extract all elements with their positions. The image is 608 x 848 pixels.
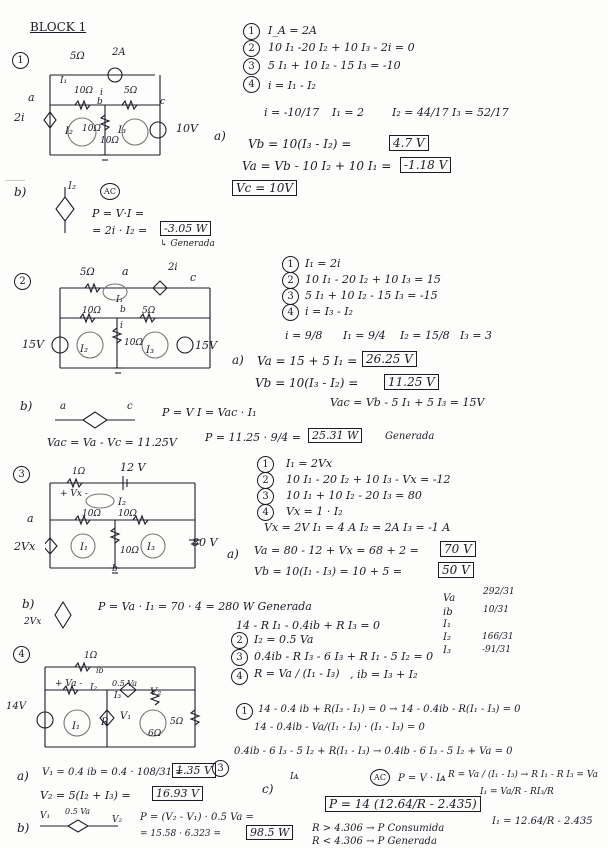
c3-label-10ohm-c: 10Ω <box>120 546 139 556</box>
c4-label-6ohm: 6Ω <box>148 729 162 739</box>
p4-b-power-result: 98.5 W <box>246 825 293 840</box>
p1-part-b: b) <box>14 185 27 199</box>
c3-label-1ohm: 1Ω <box>72 467 86 477</box>
c2-label-5ohm-b: 5Ω <box>142 306 156 316</box>
p4-eq-5: , ib = I₃ + I₂ <box>350 668 418 681</box>
p3-eq-4: Vx = 1 · I₂ <box>286 505 343 518</box>
c4-label-i3: I₃ <box>114 691 122 701</box>
p2-sol-i2: I₂ = 15/8 <box>400 329 450 342</box>
c1-label-5ohm-b: 5Ω <box>124 86 138 96</box>
p2-part-b: b) <box>20 399 33 413</box>
p1-sol-i3: I₃ = 52/17 <box>452 106 509 119</box>
c2-label-15v-b: 15V <box>195 339 217 352</box>
c2-node-b: b <box>120 305 126 315</box>
c2-label-5ohm: 5Ω <box>80 267 95 278</box>
p2-eq-1: I₁ = 2i <box>305 257 341 270</box>
separator <box>5 180 25 181</box>
p2-va: Va = 15 + 5 I₁ = <box>257 354 358 368</box>
c3-node-a: a <box>27 512 34 525</box>
c3-node-b: b <box>112 564 118 574</box>
p4-b-v1: V₁ <box>40 811 51 821</box>
p3-eq-2: 10 I₁ - 20 I₂ + 10 I₃ - Vx = -12 <box>286 473 451 486</box>
p1-vb-result: 4.7 V <box>389 135 429 151</box>
p4-eq-combined-1: 14 - 0.4 ib + R(I₃ - I₁) = 0 → 14 - 0.4ib - R(I₁ - I₃) = 0 <box>258 704 521 715</box>
p4-v2: V₂ = 5(I₂ + I₃) = <box>40 789 131 802</box>
eq-number: 3 <box>243 58 260 75</box>
page-title: BLOCK 1 <box>30 20 87 34</box>
p2-power-result: 25.31 W <box>308 428 362 443</box>
p1-part-a: a) <box>214 129 226 143</box>
problem-3-number: 3 <box>13 466 30 483</box>
c3-label-80v: 80 V <box>192 536 218 549</box>
p4-b-dep: 0.5 Va <box>65 807 91 816</box>
p4-c-power-result: P = 14 (12.64/R - 2.435) <box>325 796 481 812</box>
p4-eq-0: 14 - R I₁ - 0.4ib + R I₃ = 0 <box>236 619 380 632</box>
p4-eq-3: 0.4ib - R I₃ - 6 I₃ + R I₁ - 5 I₂ = 0 <box>254 650 434 663</box>
c1-label-10ohm-b: 10Ω <box>82 124 101 134</box>
p3-eq-1: I₁ = 2Vx <box>286 457 333 470</box>
p2-sol-i: i = 9/8 <box>285 329 323 342</box>
c3-label-i3: I₃ <box>147 542 155 553</box>
c1-label-5ohm: 5Ω <box>70 51 85 62</box>
p4-part-c: c) <box>262 782 274 796</box>
p1-eq-3: 5 I₁ + 10 I₂ - 15 I₃ = -10 <box>268 59 401 72</box>
p4-right-i1: I₁ <box>443 619 451 630</box>
p3-power: P = Va · I₁ = 70 · 4 = 280 W Generada <box>98 600 312 613</box>
p2-eq-2: 10 I₁ - 20 I₂ + 10 I₃ = 15 <box>305 273 441 286</box>
p2-vac: Vac = Vb - 5 I₁ + 5 I₃ = 15V <box>330 396 485 409</box>
p2-b-node-a: a <box>60 401 66 412</box>
p2-b-source-symbol <box>55 409 135 431</box>
p4-c-pv: P = V · Iᴀ <box>398 773 446 784</box>
eq-number: 1 <box>282 256 299 273</box>
c2-node-a: a <box>122 265 129 278</box>
eq-number: 2 <box>257 472 274 489</box>
p2-power-formula: P = V I = Vac · I₁ <box>162 406 257 419</box>
p1-vc-result: Vc = 10V <box>232 180 297 196</box>
eq-number: 3 <box>257 488 274 505</box>
eq-number: 2 <box>282 272 299 289</box>
p1-b-ac: AC <box>100 183 120 200</box>
p2-vb: Vb = 10(I₃ - I₂) = <box>255 376 359 390</box>
c2-label-10ohm: 10Ω <box>82 306 101 316</box>
p4-eq-2: I₂ = 0.5 Va <box>254 633 314 646</box>
c2-dep-source: 2i <box>168 262 178 273</box>
p1-eq-4: i = I₁ - I₂ <box>268 79 316 92</box>
p4-c-ia: Iᴀ <box>290 772 299 782</box>
p4-right-ib: ib <box>443 607 453 618</box>
problem-1-number: 1 <box>12 52 29 69</box>
p4-b-v2: V₂ <box>112 815 123 825</box>
p4-v2-result: 16.93 V <box>152 786 203 801</box>
c4-label-ib: ib <box>96 666 104 675</box>
p1-sol-i1: I₁ = 2 <box>332 106 364 119</box>
p4-b-power-calc: = 15.58 · 6.323 = <box>140 829 221 839</box>
p2-vb-result: 11.25 V <box>384 374 439 390</box>
circuit-4-diagram <box>35 655 205 755</box>
p4-c-i1-final: I₁ = 12.64/R - 2.435 <box>492 816 593 827</box>
p4-v1: V₁ = 0.4 ib = 0.4 · 108/31 = <box>42 767 184 778</box>
p4-c-r-generated: R < 4.306 → P Generada <box>312 836 437 847</box>
c4-label-1ohm: 1Ω <box>84 651 98 661</box>
p4-b-power-formula: P = (V₂ - V₁) · 0.5 Va = <box>140 812 254 823</box>
c4-label-i2: I₂ <box>90 683 98 693</box>
p3-solution: Vx = 2V I₁ = 4 A I₂ = 2A I₃ = -1 A <box>264 521 451 534</box>
p2-eq-4: i = I₃ - I₂ <box>305 305 353 318</box>
circuit-3-diagram <box>45 468 205 578</box>
eq-number: 4 <box>257 504 274 521</box>
c2-label-i2: I₂ <box>80 344 88 355</box>
p1-b-source-symbol <box>50 187 80 233</box>
p4-eq-combined-2: 14 - 0.4ib - Va/(I₁ - I₃) · (I₁ - I₃) = 0 <box>254 722 425 733</box>
c4-label-dep: 0.5 Va <box>112 679 138 688</box>
c4-label-i1: I₁ <box>72 721 80 732</box>
c4-label-r: R <box>101 717 109 728</box>
c3-label-10ohm-a: 10Ω <box>82 509 101 519</box>
p1-va: Va = Vb - 10 I₂ + 10 I₁ = <box>242 159 392 173</box>
eq-number: 1 <box>236 703 253 720</box>
p4-right-i2: I₂ <box>443 632 451 643</box>
p2-eq-3: 5 I₁ + 10 I₂ - 15 I₃ = -15 <box>305 289 438 302</box>
c3-label-vx: + Vx - <box>60 489 88 499</box>
p1-power-formula: P = V·I = <box>92 207 145 220</box>
p1-vb: Vb = 10(I₃ - I₂) = <box>248 137 352 151</box>
c4-label-5ohm: 5Ω <box>170 717 184 727</box>
c4-label-14v: 14V <box>6 701 26 712</box>
p2-power-calc: P = 11.25 · 9/4 = <box>205 431 302 444</box>
p2-power-note: Generada <box>385 431 435 442</box>
c2-node-c: c <box>190 271 197 284</box>
c4-label-v1: V₁ <box>120 711 132 722</box>
p1-power-note: ↳ Generada <box>160 239 215 249</box>
p1-b-current: I₂ <box>68 181 76 192</box>
p4-c-ac: AC <box>370 769 390 786</box>
p3-part-a: a) <box>227 547 239 561</box>
p3-eq-3: 10 I₁ + 10 I₂ - 20 I₃ = 80 <box>286 489 422 502</box>
circuit-1-diagram <box>10 47 195 165</box>
p4-eq-combined-3: 0.4ib - 6 I₃ - 5 I₂ + R(I₁ - I₃) → 0.4ib - 6 I₃ - 5 I₂ + Va = 0 <box>234 746 513 757</box>
p4-part-b: b) <box>17 821 30 835</box>
p3-vb-result: 50 V <box>438 562 474 578</box>
p3-part-b: b) <box>22 597 35 611</box>
eq-number: 3 <box>212 760 229 777</box>
eq-number: 4 <box>243 76 260 93</box>
p2-b-node-c: c <box>127 401 133 412</box>
p3-vb: Vb = 10(I₁ - I₃) = 10 + 5 = <box>254 565 403 578</box>
p4-c-r: R = Va / (I₁ - I₃) → R I₁ - R I₃ = Va <box>448 770 598 780</box>
p3-b-source-symbol <box>53 600 73 630</box>
p1-eq-1: I_A = 2A <box>268 24 317 37</box>
p4-c-r-consumed: R > 4.306 → P Consumida <box>312 823 445 834</box>
c2-label-15v-a: 15V <box>22 338 44 351</box>
p2-part-a: a) <box>232 353 244 367</box>
problem-2-number: 2 <box>14 273 31 290</box>
c1-label-10ohm-c: 10Ω <box>100 136 119 146</box>
c1-label-2a: 2A <box>112 47 126 58</box>
p1-sol-i2: I₂ = 44/17 <box>392 106 449 119</box>
p3-va-result: 70 V <box>440 541 476 557</box>
c2-label-i: i <box>120 321 123 331</box>
c1-node-b: b <box>97 97 103 107</box>
eq-number: 3 <box>282 288 299 305</box>
c1-label-i: i <box>100 88 103 98</box>
eq-number: 4 <box>231 668 248 685</box>
eq-number: 2 <box>243 40 260 57</box>
p4-right-va: Va <box>443 593 456 604</box>
c3-label-i1: I₁ <box>80 542 88 553</box>
p2-va-result: 26.25 V <box>362 351 417 367</box>
eq-number: 2 <box>231 632 248 649</box>
c1-label-i3: I₃ <box>118 125 126 136</box>
c3-label-i2: I₂ <box>118 497 126 508</box>
p1-va-result: -1.18 V <box>400 157 451 173</box>
c4-label-va: + Va - <box>55 679 83 689</box>
c1-dep-source: 2i <box>14 111 25 124</box>
problem-4-number: 4 <box>13 646 30 663</box>
eq-number: 3 <box>231 649 248 666</box>
c3-dep-source: 2Vx <box>14 540 36 553</box>
c2-label-10ohm-b: 10Ω <box>124 338 143 348</box>
c2-label-i3: I₃ <box>146 345 154 356</box>
c1-label-10ohm-a: 10Ω <box>74 86 93 96</box>
eq-number: 1 <box>243 23 260 40</box>
p1-power-calc: = 2i · I₂ = <box>92 224 148 237</box>
p1-sol-i: i = -10/17 <box>264 106 320 119</box>
p4-right-ib-val: 10/31 <box>483 605 509 615</box>
c1-label-10v: 10V <box>176 122 198 135</box>
c1-node-a: a <box>28 91 35 104</box>
p4-right-i2-val: 166/31 <box>482 632 514 642</box>
c3-label-12v: 12 V <box>120 461 146 474</box>
p4-part-a: a) <box>17 769 29 783</box>
p3-va: Va = 80 - 12 + Vx = 68 + 2 = <box>254 544 419 557</box>
eq-number: 1 <box>257 456 274 473</box>
c1-label-i1: I₁ <box>60 76 68 86</box>
p2-sol-i1: I₁ = 9/4 <box>343 329 386 342</box>
p2-sol-i3: I₃ = 3 <box>460 329 492 342</box>
p2-vac-2: Vac = Va - Vc = 11.25V <box>47 436 177 449</box>
p4-right-i3: I₃ <box>443 645 451 656</box>
c1-label-i2: I₂ <box>65 126 73 137</box>
p3-b-dep: 2Vx <box>24 617 42 627</box>
p4-c-i1: I₁ = Va/R - RI₃/R <box>480 787 554 797</box>
p4-eq-4: R = Va / (I₁ - I₃) <box>254 667 340 680</box>
p1-power-result: -3.05 W <box>160 221 211 236</box>
c3-label-10ohm-b: 10Ω <box>118 509 137 519</box>
eq-number: 4 <box>282 304 299 321</box>
p4-v1-result: 1.35 V <box>172 763 216 778</box>
p4-right-i3-val: -91/31 <box>482 645 511 655</box>
p1-eq-2: 10 I₁ -20 I₂ + 10 I₃ - 2i = 0 <box>268 41 415 54</box>
c1-node-c: c <box>160 97 166 107</box>
c4-label-v2: V₂ <box>150 687 162 698</box>
c2-label-i1: I₁ <box>116 295 124 305</box>
p4-right-va-val: 292/31 <box>483 587 515 597</box>
